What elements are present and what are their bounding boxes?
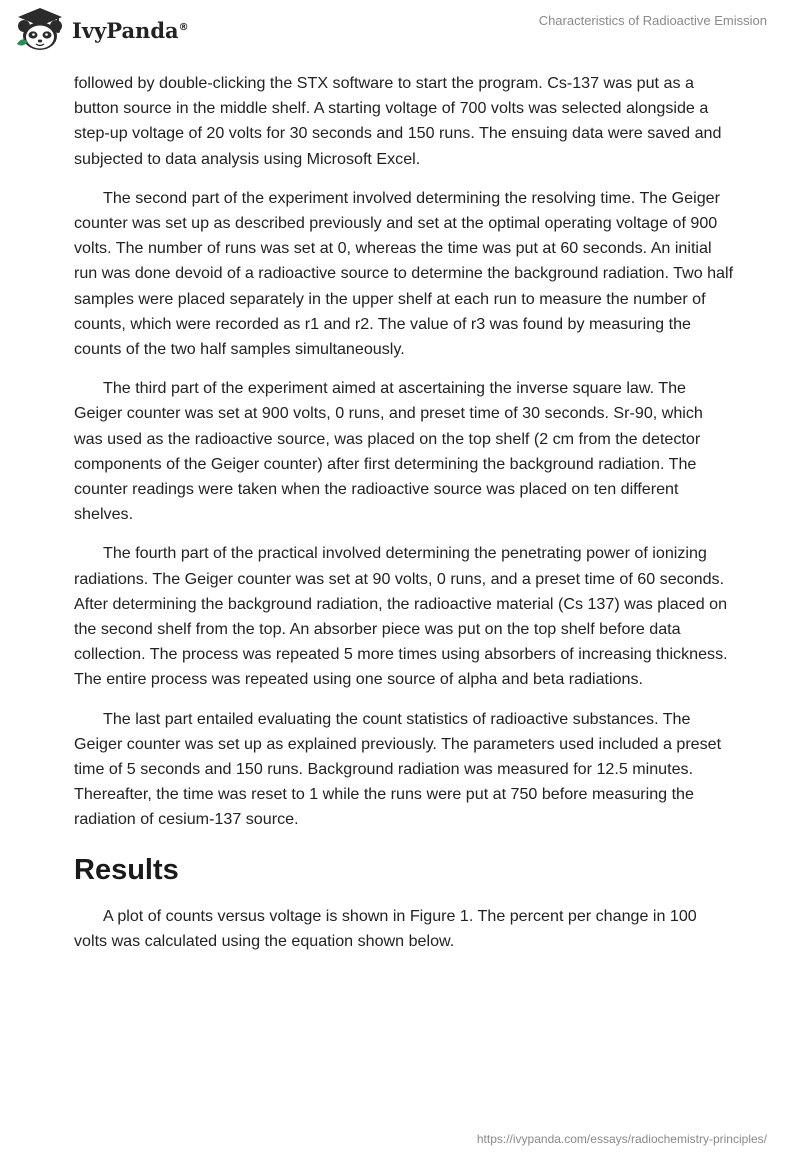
paragraph: The third part of the experiment aimed at ascertaining the inverse square law. The Geiger counter was set at 900 volts, 0 runs, and preset time of 30 seconds. Sr-90, which was used as the radioactive source, was placed on the top shelf (2 cm from the detector components of the Geiger counter) after first determining the background radiation. The counter readings were taken when the radioactive source was placed on ten different shelves. bbox=[74, 379, 703, 524]
results-heading: Results bbox=[74, 853, 179, 886]
page-header bbox=[0, 0, 800, 64]
ivypanda-logo[interactable] bbox=[14, 6, 189, 52]
panda-graduate-icon bbox=[14, 6, 66, 52]
document-title: Characteristics of Radioactive Emission bbox=[538, 13, 767, 28]
essay-content bbox=[74, 71, 734, 968]
paragraph: The fourth part of the practical involved determining the penetrating power of ionizing radiations. The Geiger counter was set at 90 volts, 0 runs, and a preset time of 60 seconds. After determining the background radiation, the radioactive material (Cs 137) was placed on the second shelf from the top. An absorber piece was put on the top shelf before data collection. The process was repeated 5 more times using absorbers of increasing thickness. The entire process was repeated using one source of alpha and beta radiations. bbox=[74, 544, 728, 689]
results-paragraph: A plot of counts versus voltage is shown in Figure 1. The percent per change in 100 volts was calculated using the equation shown below. bbox=[74, 906, 697, 950]
paragraph: followed by double-clicking the STX software to start the program. Cs-137 was put as a button source in the middle shelf. A starting voltage of 700 volts was selected alongside a step-up voltage of 20 volts for 30 seconds and 150 runs. The ensuing data were saved and subjected to data analysis using Microsoft Excel. bbox=[74, 74, 722, 168]
source-url[interactable]: https://ivypanda.com/essays/radiochemistry-principles/ bbox=[476, 1132, 767, 1146]
paragraph: The second part of the experiment involved determining the resolving time. The Geiger counter was set up as described previously and set at the optimal operating voltage of 900 volts. The number of runs was set at 0, whereas the time was put at 60 seconds. An initial run was done devoid of a radioactive source to determine the background radiation. Two half samples were placed separately in the upper shelf at each run to measure the number of counts, which were recorded as r1 and r2. The value of r3 was found by measuring the counts of the two half samples simultaneously. bbox=[74, 188, 734, 359]
brand-name: IvyPanda® bbox=[72, 17, 189, 43]
paragraph: The last part entailed evaluating the count statistics of radioactive substances. The Geiger counter was set up as explained previously. The parameters used included a preset time of 5 seconds and 150 runs. Background radiation was measured for 12.5 minutes. Thereafter, the time was reset to 1 while the runs were put at 750 before measuring the radiation of cesium-137 source. bbox=[74, 709, 722, 829]
